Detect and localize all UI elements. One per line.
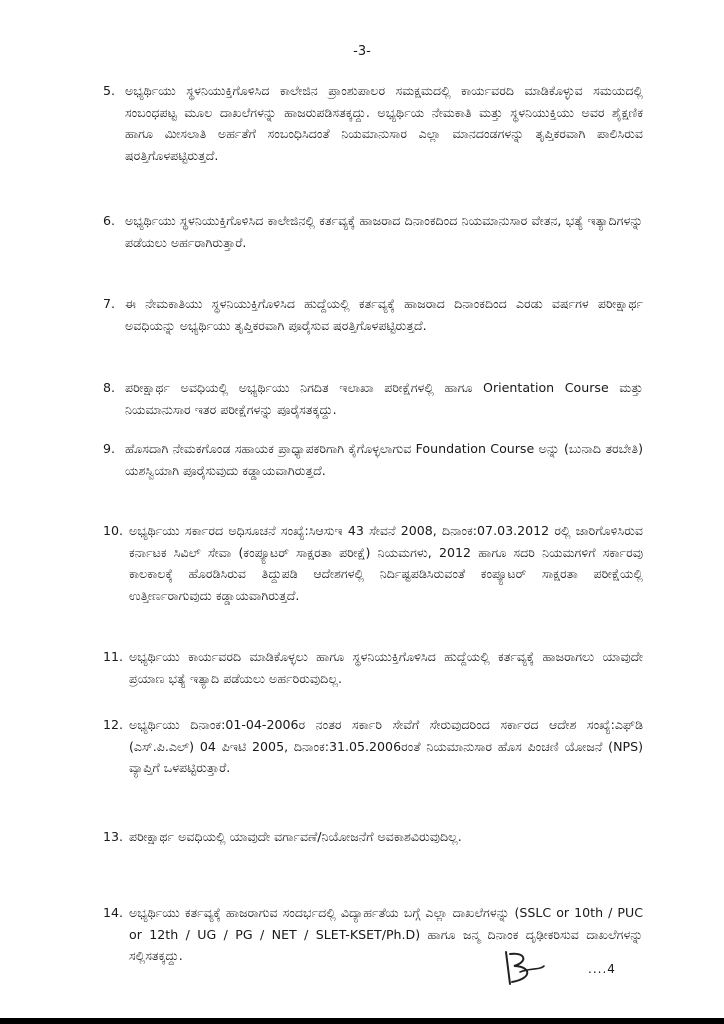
- clause-7: [103, 293, 643, 336]
- clause-text: ಪರೀಕ್ಷಾರ್ಥ ಅವಧಿಯಲ್ಲಿ ಯಾವುದೇ ವರ್ಗಾವಣೆ/ನಿಯೋಜನೆಗೆ ಅವಕಾಶವಿರುವುದಿಲ್ಲ.: [129, 829, 462, 844]
- clause-number: 6.: [103, 213, 116, 228]
- clause-8: [103, 377, 643, 420]
- handwritten-initials-signature: [500, 948, 548, 988]
- clause-text: ಅಭ್ಯರ್ಥಿಯು ದಿನಾಂಕ:01-04-2006ರ ನಂತರ ಸರ್ಕಾರಿ ಸೇವೆಗೆ ಸೇರುವುದರಿಂದ ಸರ್ಕಾರದ ಆದೇಶ ಸಂಖ್ಯೆ:ಎಫ್‌ಡಿ (ಎಸ್.ಪಿ.ಎಲ್) 04 ಪಿಇಟಿ 2005, ದಿನಾಂಕ:31.05.2006ರಂತೆ ನಿಯಮಾನುಸಾರ ಹೊಸ ಪಿಂಚಣಿ ಯೋಜನೆ (NPS) ವ್ಯಾಪ್ತಿಗೆ ಒಳಪಟ್ಟಿರುತ್ತಾರೆ.: [129, 717, 643, 775]
- clause-number: 8.: [103, 380, 116, 395]
- clause-text: ಅಭ್ಯರ್ಥಿಯು ಕಾರ್ಯವರದಿ ಮಾಡಿಕೊಳ್ಳಲು ಹಾಗೂ ಸ್ಥಳನಿಯುಕ್ತಿಗೊಳಿಸಿದ ಹುದ್ದೆಯಲ್ಲಿ ಕರ್ತವ್ಯಕ್ಕೆ ಹಾಜರಾಗಲು ಯಾವುದೇ ಪ್ರಯಾಣ ಭತ್ಯೆ ಇತ್ಯಾದಿ ಪಡೆಯಲು ಅರ್ಹರಿರುವುದಿಲ್ಲ.: [129, 649, 643, 686]
- clause-12: [103, 714, 643, 779]
- clause-number: 12.: [103, 717, 124, 732]
- continuation-marker: ....4: [588, 962, 616, 976]
- clause-number: 9.: [103, 441, 116, 456]
- clause-number: 14.: [103, 905, 124, 920]
- clause-9: [103, 438, 643, 481]
- clause-text: ಹೊಸದಾಗಿ ನೇಮಕಗೊಂಡ ಸಹಾಯಕ ಪ್ರಾಧ್ಯಾಪಕರಿಗಾಗಿ ಕೈಗೊಳ್ಳಲಾಗುವ Foundation Course ಅನ್ನು (ಬುನಾದಿ ತರಬೇತಿ) ಯಶಸ್ವಿಯಾಗಿ ಪೂರೈಸುವುದು ಕಡ್ಡಾಯವಾಗಿರುತ್ತದೆ.: [125, 441, 643, 478]
- clause-number: 13.: [103, 829, 124, 844]
- clause-number: 7.: [103, 296, 116, 311]
- clause-text: ಈ ನೇಮಕಾತಿಯು ಸ್ಥಳನಿಯುಕ್ತಿಗೊಳಿಸಿದ ಹುದ್ದೆಯಲ್ಲಿ ಕರ್ತವ್ಯಕ್ಕೆ ಹಾಜರಾದ ದಿನಾಂಕದಿಂದ ಎರಡು ವರ್ಷಗಳ ಪರೀಕ್ಷಾರ್ಥ ಅವಧಿಯನ್ನು ಅಭ್ಯರ್ಥಿಯು ತೃಪ್ತಿಕರವಾಗಿ ಪೂರೈಸುವ ಷರತ್ತಿಗೊಳಪಟ್ಟಿರುತ್ತದೆ.: [125, 296, 643, 333]
- clause-text: ಅಭ್ಯರ್ಥಿಯು ಸರ್ಕಾರದ ಅಧಿಸೂಚನೆ ಸಂಖ್ಯೆ:ಸಿಆಸುಇ 43 ಸೇವನೆ 2008, ದಿನಾಂಕ:07.03.2012 ರಲ್ಲಿ ಜಾರಿಗೊಳಿಸಿರುವ ಕರ್ನಾಟಕ ಸಿವಿಲ್ ಸೇವಾ (ಕಂಪ್ಯೂಟರ್ ಸಾಕ್ಷರತಾ ಪರೀಕ್ಷೆ) ನಿಯಮಗಳು, 2012 ಹಾಗೂ ಸದರಿ ನಿಯಮಗಳಿಗೆ ಸರ್ಕಾರವು ಕಾಲಕಾಲಕ್ಕೆ ಹೊರಡಿಸಿರುವ ತಿದ್ದುಪಡಿ ಆದೇಶಗಳಲ್ಲಿ ನಿರ್ದಿಷ್ಟಪಡಿಸಿರುವಂತೆ ಕಂಪ್ಯೂಟರ್ ಸಾಕ್ಷರತಾ ಪರೀಕ್ಷೆಯಲ್ಲಿ ಉತ್ತೀರ್ಣರಾಗುವುದು ಕಡ್ಡಾಯವಾಗಿರುತ್ತದೆ.: [129, 523, 643, 603]
- clause-10: [103, 520, 643, 606]
- clause-text: ಪರೀಕ್ಷಾರ್ಥ ಅವಧಿಯಲ್ಲಿ ಅಭ್ಯರ್ಥಿಯು ನಿಗದಿತ ಇಲಾಖಾ ಪರೀಕ್ಷೆಗಳಲ್ಲಿ ಹಾಗೂ Orientation Course ಮತ್ತು ನಿಯಮಾನುಸಾರ ಇತರ ಪರೀಕ್ಷೆಗಳನ್ನು ಪೂರೈಸತಕ್ಕದ್ದು.: [125, 380, 643, 417]
- clause-text: ಅಭ್ಯರ್ಥಿಯು ಕರ್ತವ್ಯಕ್ಕೆ ಹಾಜರಾಗುವ ಸಂದರ್ಭದಲ್ಲಿ ವಿದ್ಯಾರ್ಹತೆಯ ಬಗ್ಗೆ ಎಲ್ಲಾ ದಾಖಲೆಗಳನ್ನು (SSLC or 10th / PUC or 12th / UG / PG / NET / SLET-KSET/Ph.D) ಹಾಗೂ ಜನ್ಮ ದಿನಾಂಕ ದೃಢೀಕರಿಸುವ ದಾಖಲೆಗಳನ್ನು ಸಲ್ಲಿಸತಕ್ಕದ್ದು.: [129, 905, 643, 963]
- clause-text: ಅಭ್ಯರ್ಥಿಯು ಸ್ಥಳನಿಯುಕ್ತಿಗೊಳಿಸಿದ ಕಾಲೇಜಿನ ಪ್ರಾಂಶುಪಾಲರ ಸಮಕ್ಷಮದಲ್ಲಿ ಕಾರ್ಯವರದಿ ಮಾಡಿಕೊಳ್ಳುವ ಸಮಯದಲ್ಲಿ ಸಂಬಂಧಪಟ್ಟ ಮೂಲ ದಾಖಲೆಗಳನ್ನು ಹಾಜರುಪಡಿಸತಕ್ಕದ್ದು. ಅಭ್ಯರ್ಥಿಯ ನೇಮಕಾತಿ ಮತ್ತು ಸ್ಥಳನಿಯುಕ್ತಿಯು ಅವರ ಶೈಕ್ಷಣಿಕ ಹಾಗೂ ಮೀಸಲಾತಿ ಅರ್ಹತೆಗೆ ಸಂಬಂಧಿಸಿದಂತೆ ನಿಯಮಾನುಸಾರ ಎಲ್ಲಾ ಮಾನದಂಡಗಳನ್ನು ತೃಪ್ತಿಕರವಾಗಿ ಪಾಲಿಸಿರುವ ಷರತ್ತಿಗೊಳಪಟ್ಟಿರುತ್ತದೆ.: [125, 83, 643, 163]
- clause-number: 11.: [103, 649, 124, 664]
- scan-edge-bar: [0, 1018, 724, 1024]
- clause-11: [103, 646, 643, 689]
- clause-number: 10.: [103, 523, 124, 538]
- clause-text: ಅಭ್ಯರ್ಥಿಯು ಸ್ಥಳನಿಯುಕ್ತಿಗೊಳಿಸಿದ ಕಾಲೇಜಿನಲ್ಲಿ ಕರ್ತವ್ಯಕ್ಕೆ ಹಾಜರಾದ ದಿನಾಂಕದಿಂದ ನಿಯಮಾನುಸಾರ ವೇತನ, ಭತ್ಯೆ ಇತ್ಯಾದಿಗಳನ್ನು ಪಡೆಯಲು ಅರ್ಹರಾಗಿರುತ್ತಾರೆ.: [125, 213, 643, 250]
- clause-14: [103, 902, 643, 967]
- page-number: -3-: [353, 44, 371, 59]
- clause-6: [103, 210, 643, 253]
- clause-13: [103, 826, 462, 848]
- clause-5: [103, 80, 643, 166]
- clause-number: 5.: [103, 83, 116, 98]
